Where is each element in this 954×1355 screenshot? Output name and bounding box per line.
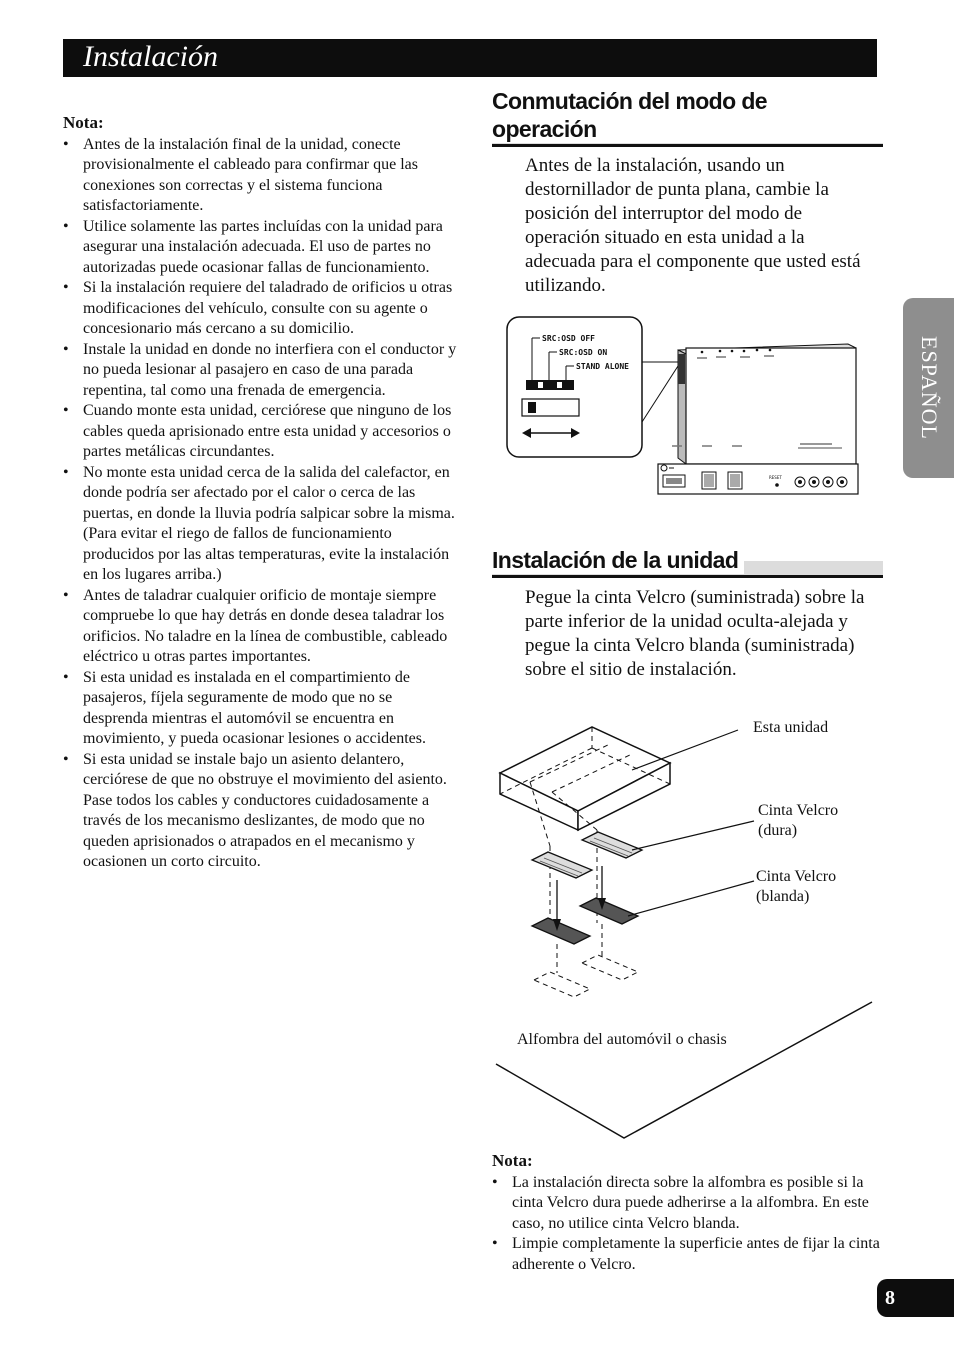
page-title: Instalación: [83, 40, 218, 73]
velcro-soft-upper: [580, 898, 638, 924]
list-item: • Antes de la instalación final de la unidad, conecte provisionalmente el cableado para confirmar que las conexiones son correctas y el sistema funciona satisfactoriamente.: [63, 135, 458, 217]
mode-slide-switch-knob: [528, 402, 536, 413]
switch-label-stand-alone: STAND ALONE: [576, 362, 629, 371]
operation-mode-switch-diagram: [502, 312, 867, 498]
right-notes-list: [492, 1173, 887, 1276]
label-this-unit: Esta unidad: [753, 719, 829, 736]
list-item: • Utilice solamente las partes incluídas con la unidad para asegurar una instalación adecuada. El uso de partes no autorizadas puede ocasionar fallas de funcionamiento.: [63, 217, 458, 279]
section-heading-operation-mode: [492, 88, 883, 147]
page-header-bar: [63, 39, 877, 77]
right-notes: [492, 1151, 887, 1275]
page-number-tab: [877, 1279, 954, 1317]
label-carpet-chassis: Alfombra del automóvil o chasis: [517, 1031, 727, 1048]
list-item: • Limpie completamente la superficie antes de fijar la cinta adherente o Velcro.: [492, 1234, 887, 1275]
velcro-installation-diagram: [492, 718, 884, 1143]
section-heading-installation: [492, 544, 883, 578]
switch-label-osd-off: SRC:OSD OFF: [542, 334, 595, 343]
language-tab: [903, 298, 954, 478]
list-item: • Instale la unidad en donde no interfiera con el conductor y no pueda lesionar al pasajero en caso de una parada repentina, tal como una frenada de emergencia.: [63, 340, 458, 402]
list-item: • Cuando monte esta unidad, cerciórese que ninguno de los cables queda aprisionado entre esta unidad y accesorios o partes metálicas circundantes.: [63, 401, 458, 463]
switch-label-osd-on: SRC:OSD ON: [559, 348, 608, 357]
left-notes: [63, 113, 458, 873]
switch-position-marks: [526, 380, 574, 390]
left-notes-list: [63, 135, 458, 873]
page-number: 8: [885, 1287, 895, 1309]
section-heading-text: Instalación de la unidad: [492, 546, 744, 574]
list-item: • Si la instalación requiere del taladrado de orificios u otras modificaciones del vehículo, consulte con su agente o concesionario más cercano a su domicilio.: [63, 278, 458, 340]
left-notes-title: Nota:: [63, 113, 104, 132]
list-item: • La instalación directa sobre la alfombra es posible si la cinta Velcro dura puede adherirse a la alfombra. En este caso, no utilice cinta Velcro blanda.: [492, 1173, 887, 1235]
label-velcro-soft-line1: Cinta Velcro: [756, 868, 837, 885]
label-velcro-hard-line1: Cinta Velcro: [758, 802, 839, 819]
language-tab-label: ESPAÑOL: [916, 336, 942, 440]
section1-paragraph: Antes de la instalación, usando un destornillador de punta plana, cambie la posición del interruptor del modo de operación situado en esta unidad a la adecuada para el componente que usted está utilizando.: [525, 155, 861, 296]
velcro-soft-lower: [532, 918, 590, 944]
right-notes-title: Nota:: [492, 1151, 533, 1170]
carpet-plane: [496, 1002, 872, 1138]
list-item: • Si esta unidad se instale bajo un asiento delantero, cerciórese de que no obstruye el movimiento del asiento. Pase todos los cables y conductores cuidadosamente a través de los mecanismo deslizantes, de modo que no queden aprisionados o atrapados en el mecanismo y ocasionen un corto circuito.: [63, 750, 458, 873]
section2-paragraph: Pegue la cinta Velcro (suministrada) sobre la parte inferior de la unidad oculta-alejada y pegue la cinta Velcro blanda (suministrada) sobre el sitio de instalación.: [525, 587, 865, 680]
reset-label: RESET: [769, 475, 782, 480]
section-heading-text: Conmutación del modo de operación: [492, 87, 883, 143]
list-item: • Si esta unidad es instalada en el compartimiento de pasajeros, fíjela seguramente de modo que no se desprenda mientras el automóvil se encuentra en movimiento, y pueda ocasionar lesiones o accidentes.: [63, 668, 458, 750]
list-item: • Antes de taladrar cualquier orificio de montaje siempre compruebe lo que hay detrás en donde desea taladrar los orificios. No taladre en la línea de combustible, cableado eléctrico u otras partes importantes.: [63, 586, 458, 668]
label-velcro-hard-line2: (dura): [758, 822, 798, 839]
list-item: • No monte esta unidad cerca de la salida del calefactor, en donde podría ser afectado por el calor o cerca de las puertas, en donde la lluvia podría salpicar sobre la misma. (Para evitar el riego de fallos de funcionamiento producidos por las altas temperaturas, evite la instalación en los lugares arriba.): [63, 463, 458, 586]
reset-button: [775, 483, 779, 487]
label-velcro-soft-line2: (blanda): [756, 888, 810, 905]
